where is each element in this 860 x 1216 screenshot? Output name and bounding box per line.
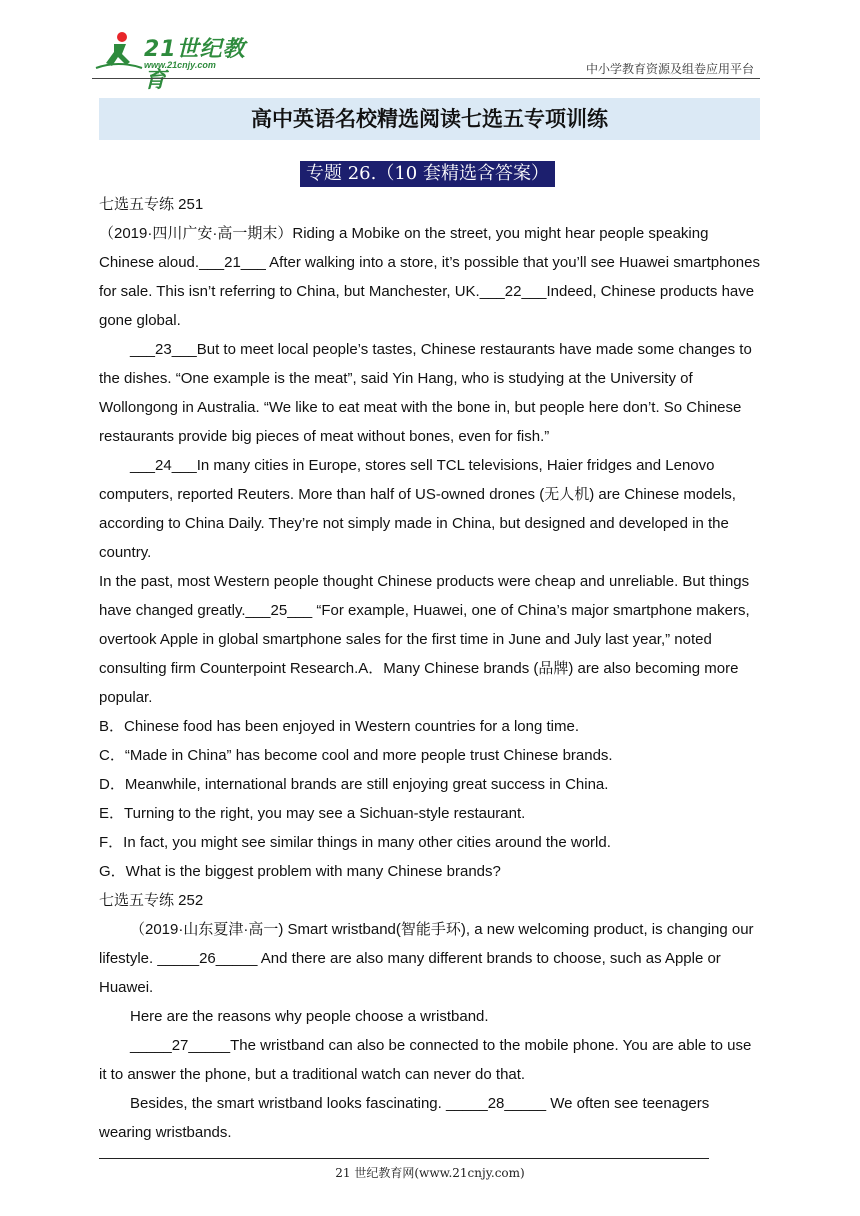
- page-subtitle: 专题 26.（10 套精选含答案）: [300, 161, 555, 187]
- logo-text: 21世纪教育: [144, 37, 246, 93]
- option-item: E．Turning to the right, you may see a Sichuan-style restaurant.: [99, 805, 526, 822]
- paragraph: In the past, most Western people thought Chinese products were cheap and unreliable. But things have changed greatly.___25___ “For example, Huawei, one of China’s major smartphone makers, overtook Apple in global smartphone sales for the first time in June and July last year,” noted consulting firm Counterpoint Research.A．Many Chinese brands (品牌) are also becoming more popular.: [99, 573, 750, 706]
- footer-divider: [99, 1158, 709, 1159]
- header-divider: [92, 78, 760, 79]
- option-item: C．“Made in China” has become cool and more people trust Chinese brands.: [99, 747, 613, 764]
- paragraph: （2019·山东夏津·高一) Smart wristband(智能手环), a new welcoming product, is changing our lifestyle. _____26_____ And there are also many different brands to choose, such as Apple or Huawei.: [99, 921, 754, 996]
- document-body: [99, 190, 761, 1147]
- section-heading: 七选五专练 252: [99, 892, 204, 909]
- page-header: [92, 30, 760, 93]
- option-item: B．Chinese food has been enjoyed in Western countries for a long time.: [99, 718, 580, 735]
- option-item: D．Meanwhile, international brands are still enjoying great success in China.: [99, 776, 609, 793]
- paragraph: ___23___But to meet local people’s tastes, Chinese restaurants have made some changes to the dishes. “One example is the meat”, said Yin Hang, who is studying at the University of Wollongong in Australia. “We like to eat meat with the bone in, but people here don’t. So Chinese restaurants provide big pieces of meat without bones, even for fish.”: [99, 341, 752, 445]
- paragraph: （2019·四川广安·高一期末）Riding a Mobike on the street, you might hear people speaking Chinese aloud.___21___ After walking into a store, it’s possible that you’ll see Huawei smartphones for sale. This isn’t referring to China, but Manchester, UK.___22___Indeed, Chinese products have gone global.: [99, 225, 760, 329]
- runner-logo-icon: [92, 30, 144, 74]
- platform-label: 中小学教育资源及组卷应用平台: [585, 62, 754, 76]
- paragraph: ___24___In many cities in Europe, stores sell TCL televisions, Haier fridges and Lenovo computers, reported Reuters. More than half of US-owned drones (无人机) are Chinese models, according to China Daily. They’re not simply made in China, but designed and developed in the country.: [99, 457, 736, 561]
- logo: [92, 30, 262, 93]
- page-title: 高中英语名校精选阅读七选五专项训练: [99, 98, 760, 140]
- logo-url: www.21cnjy.com: [144, 60, 216, 70]
- option-item: F．In fact, you might see similar things in many other cities around the world.: [99, 834, 611, 851]
- paragraph: Here are the reasons why people choose a wristband.: [130, 1008, 489, 1025]
- page-footer: 21 世纪教育网(www.21cnjy.com): [335, 1166, 525, 1180]
- paragraph: Besides, the smart wristband looks fascinating. _____28_____ We often see teenagers wearing wristbands.: [99, 1095, 710, 1141]
- paragraph: _____27_____The wristband can also be connected to the mobile phone. You are able to use it to answer the phone, but a traditional watch can never do that.: [99, 1037, 752, 1083]
- section-heading: 七选五专练 251: [99, 196, 204, 213]
- option-item: G．What is the biggest problem with many Chinese brands?: [99, 863, 501, 880]
